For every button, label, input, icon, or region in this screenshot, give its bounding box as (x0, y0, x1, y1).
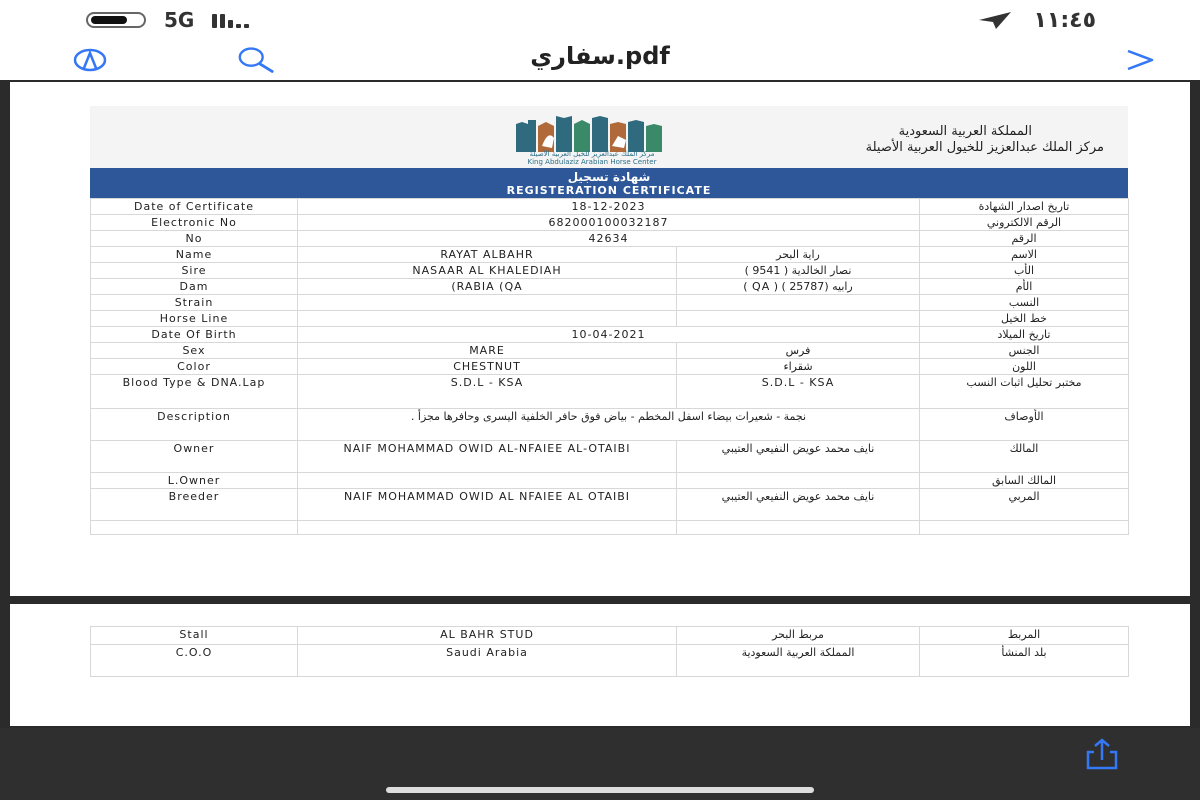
field-label-en: C.O.O (91, 645, 298, 677)
field-label-en: Strain (91, 295, 298, 311)
certificate-header (90, 106, 1128, 168)
empty-cell (920, 521, 1129, 535)
field-value-ar: رابيه (25787 ) ( QA ) (677, 279, 920, 295)
field-value-ar: مربط البحر (677, 627, 920, 645)
field-label-ar: المربط (920, 627, 1129, 645)
field-value-en: NASAAR AL KHALEDIAH (298, 263, 677, 279)
banner-title-en: REGISTERATION CERTIFICATE (506, 184, 712, 197)
field-value-ar (677, 473, 920, 489)
forward-icon (1124, 49, 1156, 71)
table-row (91, 441, 1129, 473)
share-icon (1082, 736, 1122, 776)
field-value-en: NAIF MOHAMMAD OWID AL NFAIEE AL OTAIBI (298, 489, 677, 521)
empty-cell (677, 521, 920, 535)
field-label-en: Horse Line (91, 311, 298, 327)
field-label-en: L.Owner (91, 473, 298, 489)
battery-icon (86, 12, 146, 28)
banner-title-ar: شهادة تسجيل (567, 170, 651, 184)
table-row (91, 521, 1129, 535)
center-title: مركز الملك عبدالعزيز للخيول العربية الأصيلة (865, 140, 1104, 155)
field-value: نجمة - شعيرات بيضاء اسفل المخطم - بياض فوق حافر الخلفية اليسرى وحافرها مجزأ . (298, 409, 920, 441)
field-label-ar: الجنس (920, 343, 1129, 359)
field-value-ar: نصار الخالدية ( 9541 ) (677, 263, 920, 279)
field-label-ar: الاسم (920, 247, 1129, 263)
field-label-en: Color (91, 359, 298, 375)
table-row (91, 343, 1129, 359)
field-label-ar: بلد المنشأ (920, 645, 1129, 677)
field-value-ar (677, 295, 920, 311)
clock: ١١:٤٥ (1033, 7, 1096, 33)
field-value-en (298, 473, 677, 489)
field-value-en: RAYAT ALBAHR (298, 247, 677, 263)
field-label-ar: الرقم الالكتروني (920, 215, 1129, 231)
field-value-ar: نايف محمد عويض النفيعي العتيبي (677, 441, 920, 473)
bottom-toolbar (0, 728, 1200, 800)
table-row (91, 327, 1129, 343)
field-value-en: NAIF MOHAMMAD OWID AL-NFAIEE AL-OTAIBI (298, 441, 677, 473)
empty-cell (91, 521, 298, 535)
field-label-en: Owner (91, 441, 298, 473)
table-row (91, 489, 1129, 521)
field-label-en: Sex (91, 343, 298, 359)
field-label-en: Sire (91, 263, 298, 279)
field-value-ar: المملكة العربية السعودية (677, 645, 920, 677)
field-label-ar: تاريخ اصدار الشهادة (920, 199, 1129, 215)
field-label-en: Date of Certificate (91, 199, 298, 215)
table-row (91, 627, 1129, 645)
field-value: 682000100032187 (298, 215, 920, 231)
field-label-ar: المالك (920, 441, 1129, 473)
field-label-ar: الأوصاف (920, 409, 1129, 441)
table-row (91, 311, 1129, 327)
field-value-ar: فرس (677, 343, 920, 359)
field-value-ar: S.D.L - KSA (677, 375, 920, 409)
pdf-page-2[interactable] (10, 604, 1190, 726)
table-row (91, 473, 1129, 489)
field-label-ar: اللون (920, 359, 1129, 375)
field-label-en: Breeder (91, 489, 298, 521)
certificate-table (90, 198, 1129, 535)
table-row (91, 295, 1129, 311)
field-value: 42634 (298, 231, 920, 247)
field-value-en: S.D.L - KSA (298, 375, 677, 409)
field-value-ar (677, 311, 920, 327)
table-row (91, 645, 1129, 677)
nav-bar (0, 40, 1200, 80)
table-row (91, 375, 1129, 409)
field-label-en: Electronic No (91, 215, 298, 231)
field-value-en: CHESTNUT (298, 359, 677, 375)
table-row (91, 247, 1129, 263)
field-label-ar: خط الخيل (920, 311, 1129, 327)
field-label-en: Blood Type & DNA.Lap (91, 375, 298, 409)
table-row (91, 215, 1129, 231)
field-label-ar: الأم (920, 279, 1129, 295)
field-value-en: Saudi Arabia (298, 645, 677, 677)
table-row (91, 263, 1129, 279)
field-label-ar: مختبر تحليل اثبات النسب (920, 375, 1129, 409)
field-value-ar: نايف محمد عويض النفيعي العتيبي (677, 489, 920, 521)
field-label-en: Name (91, 247, 298, 263)
field-value: 18-12-2023 (298, 199, 920, 215)
table-row (91, 231, 1129, 247)
field-label-en: Date Of Birth (91, 327, 298, 343)
field-value-ar: راية البحر (677, 247, 920, 263)
logo-text-ar: مركز الملك عبدالعزيز للخيل العربية الأصيلة (529, 150, 655, 158)
field-value-en (298, 295, 677, 311)
table-row (91, 199, 1129, 215)
kingdom-title: المملكة العربية السعودية (898, 124, 1032, 139)
field-label-ar: المالك السابق (920, 473, 1129, 489)
field-value-en: MARE (298, 343, 677, 359)
forward-button[interactable] (1120, 44, 1160, 76)
field-label-ar: الرقم (920, 231, 1129, 247)
share-button[interactable] (1082, 736, 1122, 776)
document-title: سفاري.pdf (530, 42, 670, 70)
field-label-ar: الأب (920, 263, 1129, 279)
location-arrow-icon (977, 10, 1013, 30)
logo-text-en: King Abdulaziz Arabian Horse Center (527, 158, 657, 166)
field-label-ar: النسب (920, 295, 1129, 311)
empty-cell (298, 521, 677, 535)
field-label-en: No (91, 231, 298, 247)
stall-table (90, 626, 1129, 677)
field-value-en (298, 311, 677, 327)
status-bar (0, 0, 1200, 40)
field-value-en: AL BAHR STUD (298, 627, 677, 645)
field-label-ar: المربي (920, 489, 1129, 521)
home-indicator[interactable] (386, 787, 814, 793)
field-label-en: Dam (91, 279, 298, 295)
field-label-en: Stall (91, 627, 298, 645)
table-row (91, 359, 1129, 375)
certificate-banner (90, 168, 1128, 198)
field-label-en: Description (91, 409, 298, 441)
signal-icon (212, 12, 249, 28)
field-value: 10-04-2021 (298, 327, 920, 343)
logo-caption (516, 150, 668, 166)
field-label-ar: تاريخ الميلاد (920, 327, 1129, 343)
field-value-ar: شقراء (677, 359, 920, 375)
table-row (91, 279, 1129, 295)
network-label: 5G (164, 8, 195, 32)
table-row (91, 409, 1129, 441)
field-value-en: (RABIA (QA (298, 279, 677, 295)
pdf-page-1[interactable] (10, 82, 1190, 596)
